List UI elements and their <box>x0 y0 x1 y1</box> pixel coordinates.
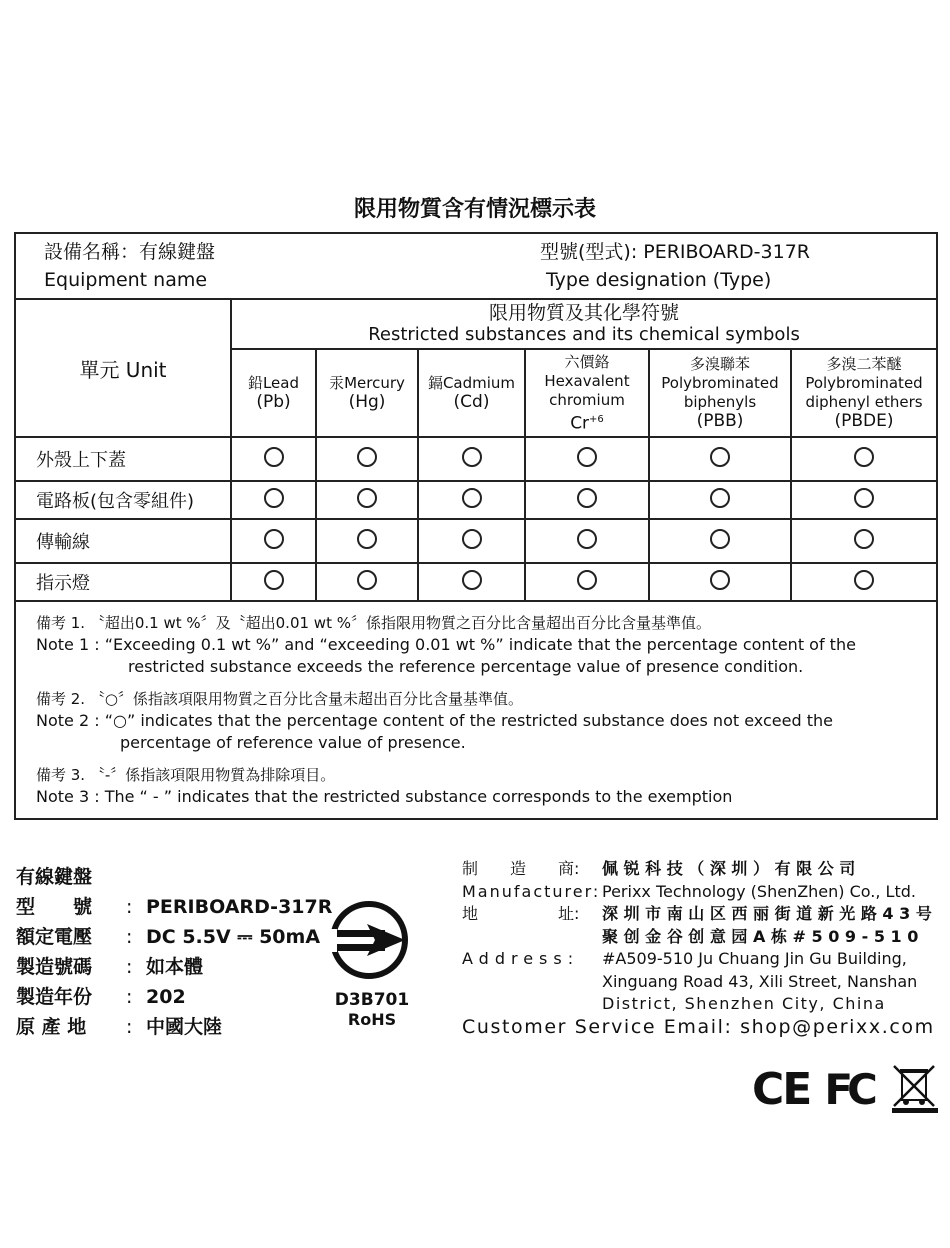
rohs-mark: RoHS <box>347 1010 397 1029</box>
equipment-name-en: Equipment name <box>44 269 208 291</box>
circle-mark <box>357 447 377 467</box>
type-designation-en: Type designation (Type) <box>546 269 772 291</box>
circle-mark <box>264 570 284 590</box>
note-2-en-cont: percentage of reference value of presence. <box>120 733 466 752</box>
circle-mark <box>854 447 874 467</box>
bsmi-logo-icon <box>327 900 417 980</box>
type-designation-zh: 型號(型式): PERIBOARD-317R <box>540 241 811 263</box>
restricted-substances-header <box>231 299 937 349</box>
table-row <box>15 519 937 563</box>
table-row <box>15 437 937 481</box>
customer-service-email: Customer Service Email: shop@perixx.com <box>462 1016 935 1038</box>
restricted-header-en: Restricted substances and its chemical symbols <box>368 324 800 345</box>
circle-mark <box>462 447 482 467</box>
notes-section <box>15 601 937 819</box>
circle-mark <box>264 447 284 467</box>
circle-mark <box>710 447 730 467</box>
substance-lead: 鉛Lead (Pb) <box>231 349 316 437</box>
note-1-en-cont: restricted substance exceeds the reference percentage value of presence condition. <box>128 657 804 676</box>
circle-mark <box>357 488 377 508</box>
note-3-zh: 備考 3. 〝-〞係指該項限用物質為排除項目。 <box>36 766 336 784</box>
circle-mark <box>854 529 874 549</box>
restricted-header-zh: 限用物質及其化學符號 <box>489 302 680 324</box>
circle-mark <box>357 570 377 590</box>
weee-bin-icon <box>888 1064 942 1114</box>
product-name: 有線鍵盤 <box>16 866 93 888</box>
substance-mercury: 汞Mercury (Hg) <box>316 349 418 437</box>
substance-pbde: 多溴二苯醚 Polybrominated diphenyl ethers (PBDE) <box>791 349 937 437</box>
circle-mark <box>854 488 874 508</box>
note-2-zh: 備考 2. 〝○〞係指該項限用物質之百分比含量未超出百分比含量基準值。 <box>36 690 523 708</box>
row-label: 指示燈 <box>15 563 231 601</box>
table-row <box>15 481 937 519</box>
circle-mark <box>462 570 482 590</box>
note-2-en: Note 2 : “○” indicates that the percentage content of the restricted substance does not exceed the <box>36 711 833 730</box>
manufacturer-info: 制 造 商: 佩 锐 科 技 （ 深 圳 ） 有 限 公 司 Manufacturer: Perixx Technology (ShenZhen) Co., Ltd. 地 址: 深 圳 市 南 山 区 西 丽 街 道 新 光 路 4 3 号 聚 创 金 谷 创 意 园 A 栋 # 5 0 9 - 5 1 0 Address: #A509-510 Ju Chuang Jin Gu Building, Xinguang Road 43, Xili Street, Nanshan District, Shenzhen City, China <box>462 859 932 1013</box>
fcc-mark-icon: FC <box>824 1064 872 1114</box>
equipment-name-zh: 設備名稱：有線鍵盤 <box>44 241 216 263</box>
circle-mark <box>577 570 597 590</box>
certification-logos <box>752 1063 942 1115</box>
bsmi-code: D3B701 <box>334 990 410 1010</box>
bsmi-mark <box>322 900 422 1029</box>
circle-mark <box>710 570 730 590</box>
substance-cadmium: 鎘Cadmium (Cd) <box>418 349 525 437</box>
substance-pbb: 多溴聯苯 Polybrominated biphenyls (PBB) <box>649 349 791 437</box>
circle-mark <box>854 570 874 590</box>
circle-mark <box>462 529 482 549</box>
row-label: 外殼上下蓋 <box>15 437 231 481</box>
equipment-header <box>15 233 937 299</box>
row-label: 傳輸線 <box>15 519 231 563</box>
circle-mark <box>264 529 284 549</box>
circle-mark <box>577 488 597 508</box>
note-3-en: Note 3 : The “ - ” indicates that the restricted substance corresponds to the exemption <box>36 787 733 806</box>
label-field-year: 製造年份 : 202 <box>16 986 186 1008</box>
circle-mark <box>264 488 284 508</box>
table-row <box>15 563 937 601</box>
label-field-model: 型 號 : PERIBOARD-317R <box>16 896 333 918</box>
document-title: 限用物質含有情況標示表 <box>353 197 596 222</box>
circle-mark <box>577 529 597 549</box>
circle-mark <box>710 488 730 508</box>
restricted-substances-table <box>14 232 938 820</box>
substance-hexavalent-chromium: 六價鉻 Hexavalent chromium $Cr^{+6}$ <box>525 349 649 437</box>
note-1-en: Note 1 : “Exceeding 0.1 wt %” and “exceeding 0.01 wt %” indicate that the percentage content of the <box>36 635 856 654</box>
note-1-zh: 備考 1. 〝超出0.1 wt %〞及〝超出0.01 wt %〞係指限用物質之百分比含量超出百分比含量基準值。 <box>36 614 711 632</box>
row-label: 電路板(包含零組件) <box>15 481 231 519</box>
ce-mark-icon: CE <box>752 1063 811 1115</box>
label-field-origin: 原 產 地 : 中國大陸 <box>16 1016 223 1038</box>
circle-mark <box>577 447 597 467</box>
label-field-voltage: 額定電壓 : DC 5.5V ⎓ 50mA <box>16 926 321 948</box>
circle-mark <box>710 529 730 549</box>
unit-header: 單元 Unit <box>15 299 231 437</box>
circle-mark <box>357 529 377 549</box>
circle-mark <box>462 488 482 508</box>
label-field-serial: 製造號碼 : 如本體 <box>16 956 204 978</box>
product-label <box>16 862 332 1042</box>
